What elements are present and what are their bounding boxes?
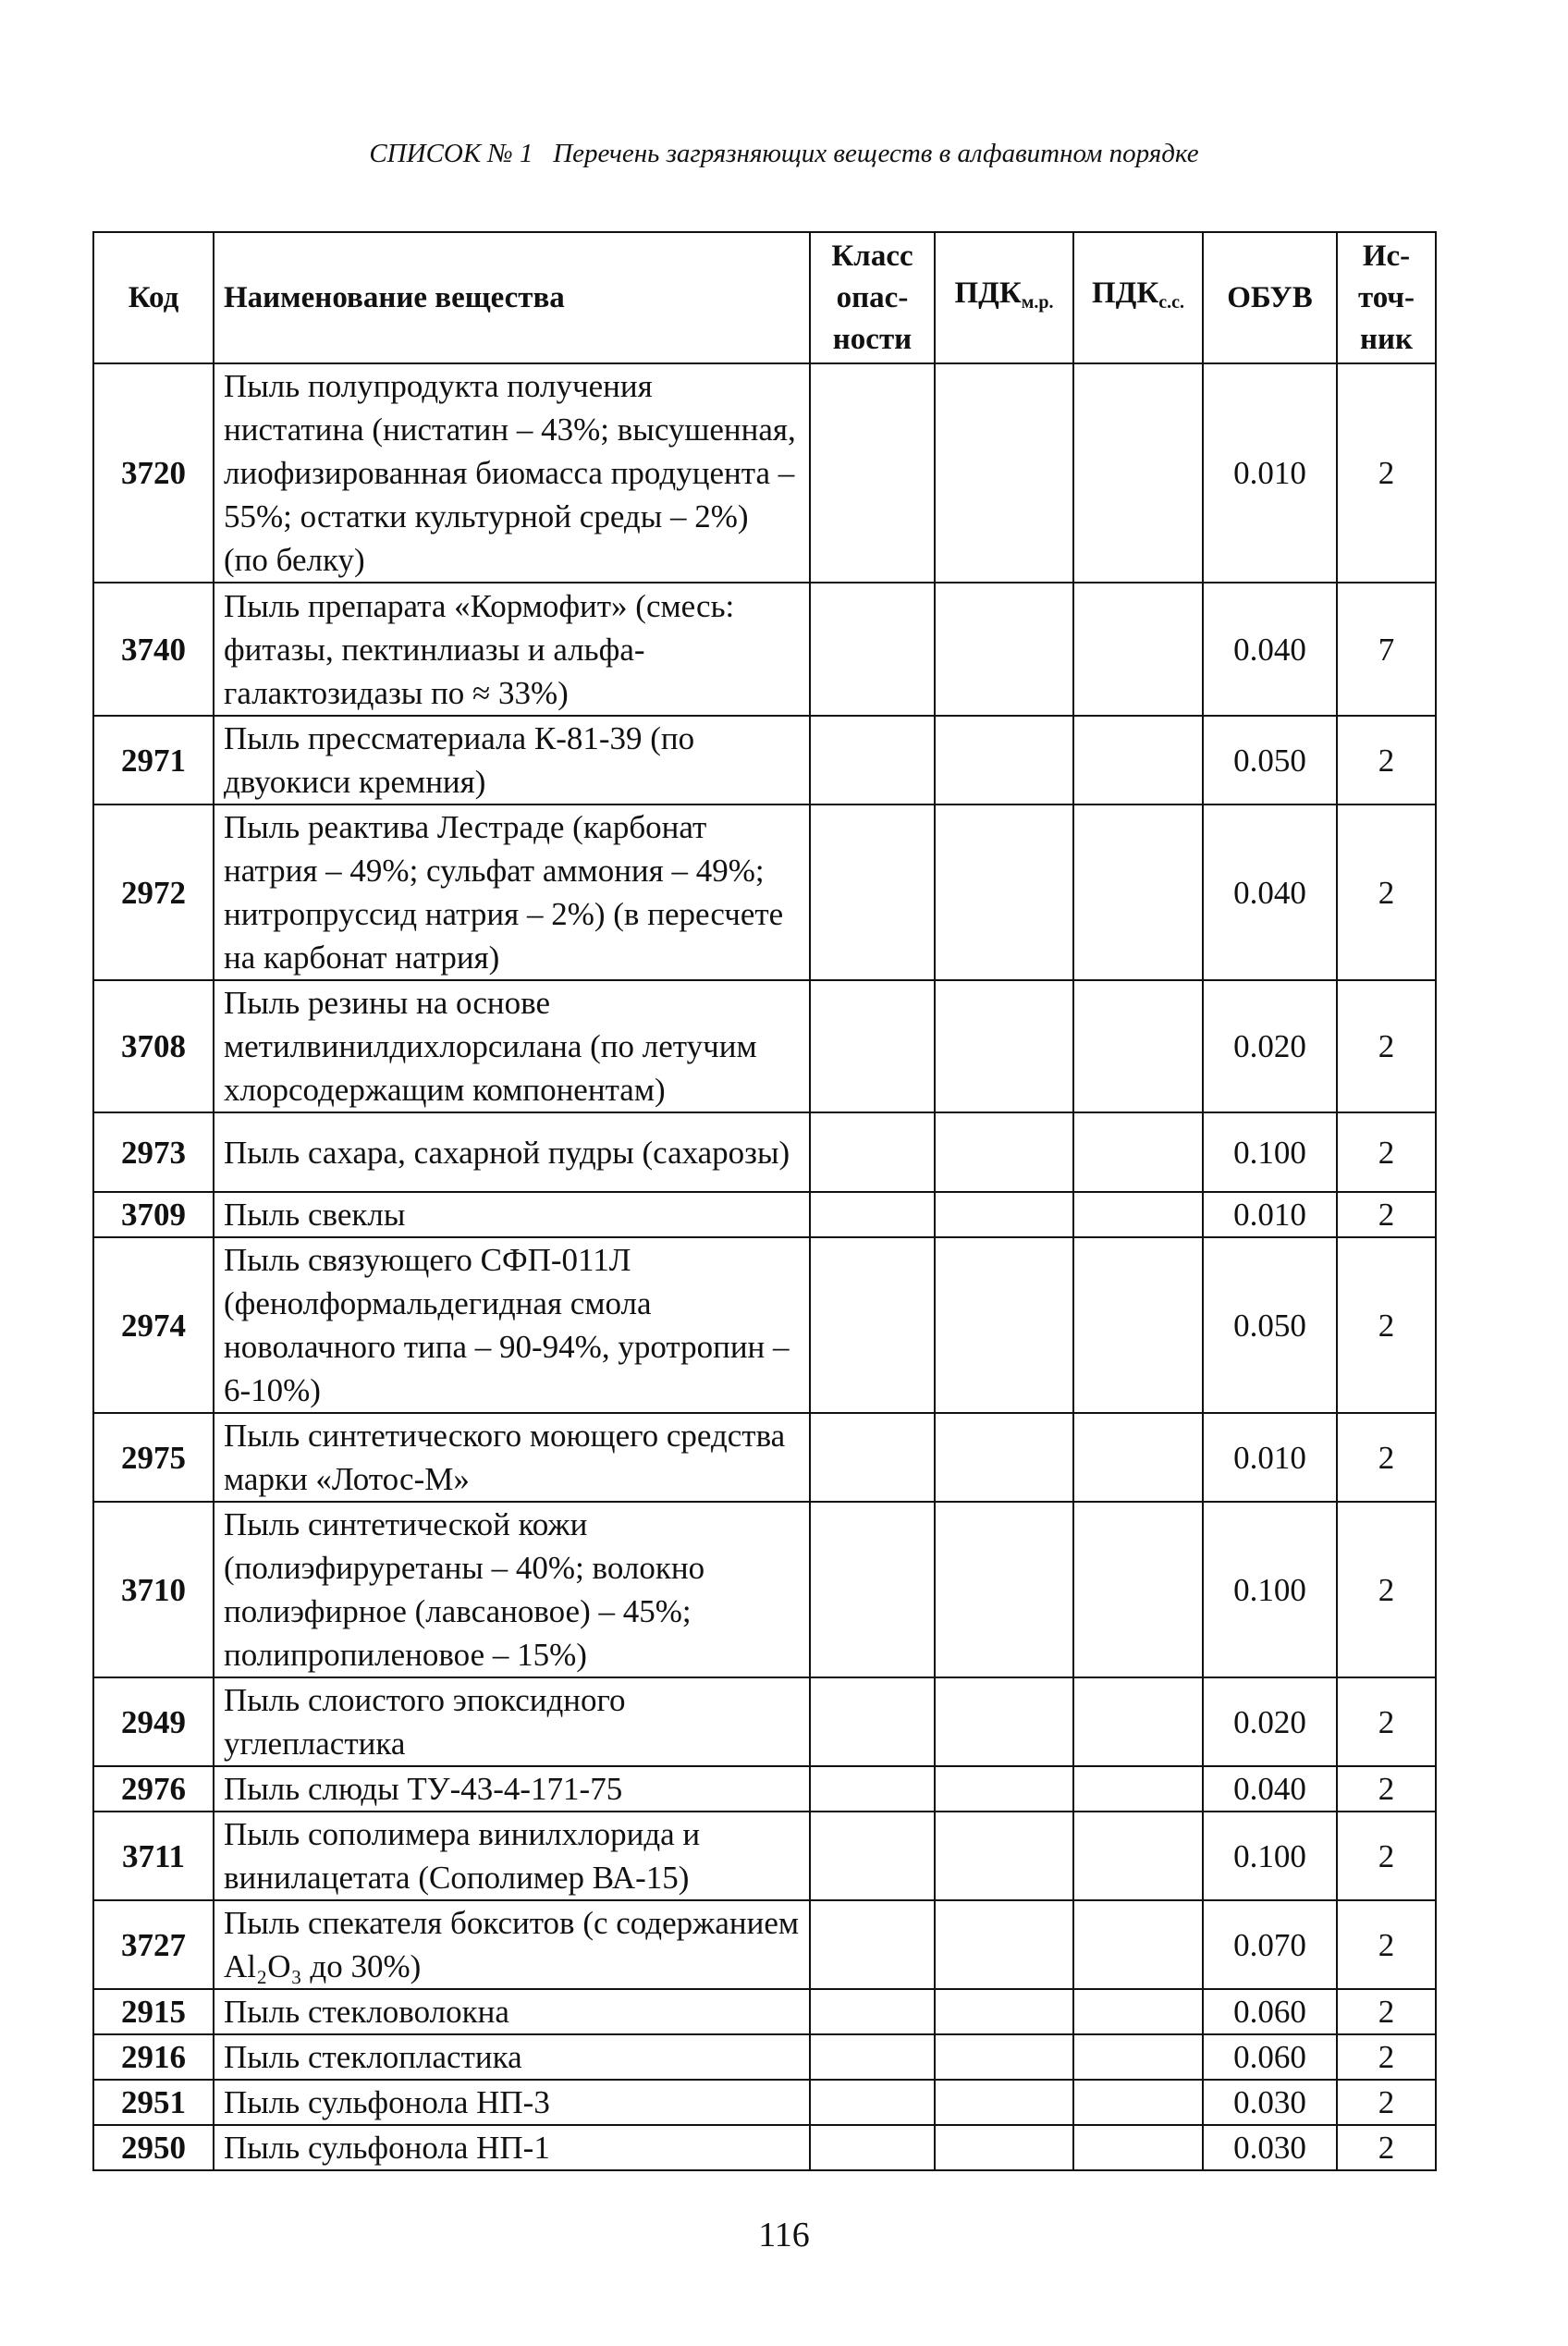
name-cell: Пыль синтетического моющего средства марки «Лотос-М» bbox=[214, 1413, 810, 1502]
obuv-cell: 0.030 bbox=[1203, 2125, 1337, 2170]
hazard-class-cell bbox=[810, 1112, 935, 1192]
pdk-mr-cell bbox=[935, 1413, 1073, 1502]
col-header-name: Наименование вещества bbox=[214, 232, 810, 363]
pdk-ss-cell bbox=[1073, 716, 1203, 805]
hazard-class-cell bbox=[810, 1502, 935, 1677]
hazard-class-cell bbox=[810, 1900, 935, 1989]
table-row bbox=[93, 583, 1436, 716]
hazard-class-cell bbox=[810, 1192, 935, 1237]
obuv-cell: 0.100 bbox=[1203, 1112, 1337, 1192]
pdk-ss-cell bbox=[1073, 1812, 1203, 1900]
table-row bbox=[93, 2080, 1436, 2125]
table-row bbox=[93, 2034, 1436, 2080]
page-header bbox=[0, 139, 1568, 169]
pdk-ss-cell bbox=[1073, 2125, 1203, 2170]
col-header-obuv: ОБУВ bbox=[1203, 232, 1337, 363]
hazard-class-cell bbox=[810, 716, 935, 805]
hazard-class-cell bbox=[810, 1413, 935, 1502]
hazard-class-cell bbox=[810, 1677, 935, 1766]
source-cell: 2 bbox=[1337, 1192, 1436, 1237]
list-title: СПИСОК № 1 bbox=[369, 139, 533, 168]
obuv-cell: 0.010 bbox=[1203, 363, 1337, 583]
table-row bbox=[93, 980, 1436, 1112]
name-cell: Пыль сахара, сахарной пудры (сахарозы) bbox=[214, 1112, 810, 1192]
name-cell: Пыль резины на основе метилвинилдихлорсилана (по летучим хлорсодержащим компонентам) bbox=[214, 980, 810, 1112]
code-cell: 3740 bbox=[93, 583, 214, 716]
pdk-ss-cell bbox=[1073, 1112, 1203, 1192]
source-cell: 2 bbox=[1337, 1766, 1436, 1812]
table-row bbox=[93, 2125, 1436, 2170]
obuv-cell: 0.020 bbox=[1203, 1677, 1337, 1766]
name-cell: Пыль свеклы bbox=[214, 1192, 810, 1237]
code-cell: 3727 bbox=[93, 1900, 214, 1989]
hazard-class-cell bbox=[810, 1812, 935, 1900]
source-cell: 2 bbox=[1337, 716, 1436, 805]
pdk-mr-cell bbox=[935, 1237, 1073, 1413]
col-header-pdk-ss bbox=[1073, 232, 1203, 363]
substances-table bbox=[92, 231, 1437, 2171]
table-row bbox=[93, 1900, 1436, 1989]
pdk-ss-cell bbox=[1073, 1413, 1203, 1502]
table-row bbox=[93, 1112, 1436, 1192]
pdk-mr-cell bbox=[935, 1900, 1073, 1989]
table-row bbox=[93, 716, 1436, 805]
pdk-ss-cell bbox=[1073, 2034, 1203, 2080]
name-cell: Пыль сополимера винилхлорида и винилацетата (Сополимер ВА-15) bbox=[214, 1812, 810, 1900]
table-row bbox=[93, 363, 1436, 583]
name-cell: Пыль спекателя бокситов (с содержанием Al₂O₃ до 30%) bbox=[214, 1900, 810, 1989]
pdk-ss-cell bbox=[1073, 1989, 1203, 2034]
table-row bbox=[93, 1237, 1436, 1413]
pdk-ss-cell bbox=[1073, 583, 1203, 716]
hazard-class-cell bbox=[810, 980, 935, 1112]
col-header-pdk-mr bbox=[935, 232, 1073, 363]
pdk-mr-cell bbox=[935, 1112, 1073, 1192]
col-header-code: Код bbox=[93, 232, 214, 363]
table-row bbox=[93, 1989, 1436, 2034]
hazard-class-cell bbox=[810, 2125, 935, 2170]
name-cell: Пыль слюды ТУ-43-4-171-75 bbox=[214, 1766, 810, 1812]
source-cell: 2 bbox=[1337, 2080, 1436, 2125]
code-cell: 2916 bbox=[93, 2034, 214, 2080]
code-cell: 3710 bbox=[93, 1502, 214, 1677]
code-cell: 3711 bbox=[93, 1812, 214, 1900]
name-cell: Пыль сульфонола НП-1 bbox=[214, 2125, 810, 2170]
table-row bbox=[93, 1766, 1436, 1812]
pdk-ss-cell bbox=[1073, 1237, 1203, 1413]
code-cell: 2974 bbox=[93, 1237, 214, 1413]
name-cell: Пыль слоистого эпоксидного углепластика bbox=[214, 1677, 810, 1766]
source-cell: 2 bbox=[1337, 1413, 1436, 1502]
obuv-cell: 0.070 bbox=[1203, 1900, 1337, 1989]
table-row bbox=[93, 1192, 1436, 1237]
pdk-mr-cell bbox=[935, 363, 1073, 583]
code-cell: 2975 bbox=[93, 1413, 214, 1502]
obuv-cell: 0.040 bbox=[1203, 583, 1337, 716]
source-cell: 2 bbox=[1337, 1502, 1436, 1677]
table-row bbox=[93, 805, 1436, 980]
obuv-cell: 0.060 bbox=[1203, 2034, 1337, 2080]
code-cell: 2951 bbox=[93, 2080, 214, 2125]
hazard-class-cell bbox=[810, 1766, 935, 1812]
code-cell: 2972 bbox=[93, 805, 214, 980]
source-cell: 2 bbox=[1337, 1112, 1436, 1192]
pdk-mr-cell bbox=[935, 716, 1073, 805]
pdk-mr-cell bbox=[935, 2080, 1073, 2125]
source-cell: 2 bbox=[1337, 363, 1436, 583]
obuv-cell: 0.010 bbox=[1203, 1413, 1337, 1502]
pdk-mr-cell bbox=[935, 805, 1073, 980]
pdk-ss-cell bbox=[1073, 1766, 1203, 1812]
pdk-mr-cell bbox=[935, 583, 1073, 716]
source-cell: 2 bbox=[1337, 1900, 1436, 1989]
pdk-mr-cell bbox=[935, 1989, 1073, 2034]
pdk-mr-cell bbox=[935, 2034, 1073, 2080]
source-cell: 2 bbox=[1337, 1812, 1436, 1900]
hazard-class-cell bbox=[810, 1989, 935, 2034]
col-header-source: Ис- точ- ник bbox=[1337, 232, 1436, 363]
hazard-class-cell bbox=[810, 2080, 935, 2125]
source-cell: 2 bbox=[1337, 2125, 1436, 2170]
pdk-ss-cell bbox=[1073, 1900, 1203, 1989]
table-header-row bbox=[93, 232, 1436, 363]
page-number: 116 bbox=[758, 2216, 810, 2254]
pdk-ss-cell bbox=[1073, 805, 1203, 980]
obuv-cell: 0.030 bbox=[1203, 2080, 1337, 2125]
code-cell: 2949 bbox=[93, 1677, 214, 1766]
pdk-ss-subscript: с.с. bbox=[1158, 291, 1185, 313]
table-row bbox=[93, 1677, 1436, 1766]
pdk-ss-cell bbox=[1073, 1192, 1203, 1237]
pdk-mr-subscript: м.р. bbox=[1021, 291, 1054, 313]
code-cell: 3709 bbox=[93, 1192, 214, 1237]
col-header-hazard-class: Класс опас- ности bbox=[810, 232, 935, 363]
obuv-cell: 0.100 bbox=[1203, 1502, 1337, 1677]
hazard-class-cell bbox=[810, 1237, 935, 1413]
name-cell: Пыль полупродукта получения нистатина (нистатин – 43%; высушенная, лиофизированная биомасса продуцента – 55%; остатки культурной среды – 2%) (по белку) bbox=[214, 363, 810, 583]
obuv-cell: 0.050 bbox=[1203, 716, 1337, 805]
name-cell: Пыль сульфонола НП-3 bbox=[214, 2080, 810, 2125]
obuv-cell: 0.050 bbox=[1203, 1237, 1337, 1413]
obuv-cell: 0.040 bbox=[1203, 805, 1337, 980]
name-cell: Пыль синтетической кожи (полиэфируретаны – 40%; волокно полиэфирное (лавсановое) – 45%; полипропиленовое – 15%) bbox=[214, 1502, 810, 1677]
table-row bbox=[93, 1413, 1436, 1502]
hazard-class-cell bbox=[810, 805, 935, 980]
pdk-mr-cell bbox=[935, 1766, 1073, 1812]
hazard-class-cell bbox=[810, 363, 935, 583]
pdk-mr-cell bbox=[935, 2125, 1073, 2170]
pdk-mr-cell bbox=[935, 1192, 1073, 1237]
table-row bbox=[93, 1812, 1436, 1900]
source-cell: 2 bbox=[1337, 1677, 1436, 1766]
pdk-mr-label: ПДК bbox=[954, 276, 1022, 310]
obuv-cell: 0.100 bbox=[1203, 1812, 1337, 1900]
pdk-ss-label: ПДК bbox=[1091, 276, 1159, 310]
hazard-class-cell bbox=[810, 583, 935, 716]
name-cell: Пыль препарата «Кормофит» (смесь: фитазы, пектинлиазы и альфа-галактозидазы по ≈ 33%) bbox=[214, 583, 810, 716]
name-cell: Пыль реактива Лестраде (карбонат натрия – 49%; сульфат аммония – 49%; нитропруссид натрия – 2%) (в пересчете на карбонат натрия) bbox=[214, 805, 810, 980]
list-subtitle: Перечень загрязняющих веществ в алфавитном порядке bbox=[553, 139, 1199, 168]
pdk-ss-cell bbox=[1073, 1677, 1203, 1766]
pdk-ss-cell bbox=[1073, 1502, 1203, 1677]
code-cell: 2976 bbox=[93, 1766, 214, 1812]
source-cell: 2 bbox=[1337, 2034, 1436, 2080]
pdk-ss-cell bbox=[1073, 2080, 1203, 2125]
code-cell: 2973 bbox=[93, 1112, 214, 1192]
obuv-cell: 0.010 bbox=[1203, 1192, 1337, 1237]
source-cell: 2 bbox=[1337, 1237, 1436, 1413]
pdk-mr-cell bbox=[935, 980, 1073, 1112]
source-cell: 2 bbox=[1337, 980, 1436, 1112]
hazard-class-cell bbox=[810, 2034, 935, 2080]
pdk-ss-cell bbox=[1073, 363, 1203, 583]
name-cell: Пыль стеклопластика bbox=[214, 2034, 810, 2080]
pdk-mr-cell bbox=[935, 1812, 1073, 1900]
pdk-ss-cell bbox=[1073, 980, 1203, 1112]
obuv-cell: 0.060 bbox=[1203, 1989, 1337, 2034]
obuv-cell: 0.020 bbox=[1203, 980, 1337, 1112]
source-cell: 7 bbox=[1337, 583, 1436, 716]
table-row bbox=[93, 1502, 1436, 1677]
obuv-cell: 0.040 bbox=[1203, 1766, 1337, 1812]
source-cell: 2 bbox=[1337, 1989, 1436, 2034]
source-cell: 2 bbox=[1337, 805, 1436, 980]
pdk-mr-cell bbox=[935, 1502, 1073, 1677]
code-cell: 2950 bbox=[93, 2125, 214, 2170]
code-cell: 2971 bbox=[93, 716, 214, 805]
name-cell: Пыль связующего СФП-011Л (фенолформальдегидная смола новолачного типа – 90-94%, уротропин – 6-10%) bbox=[214, 1237, 810, 1413]
name-cell: Пыль прессматериала К-81-39 (по двуокиси кремния) bbox=[214, 716, 810, 805]
code-cell: 3708 bbox=[93, 980, 214, 1112]
code-cell: 3720 bbox=[93, 363, 214, 583]
name-cell: Пыль стекловолокна bbox=[214, 1989, 810, 2034]
pdk-mr-cell bbox=[935, 1677, 1073, 1766]
code-cell: 2915 bbox=[93, 1989, 214, 2034]
